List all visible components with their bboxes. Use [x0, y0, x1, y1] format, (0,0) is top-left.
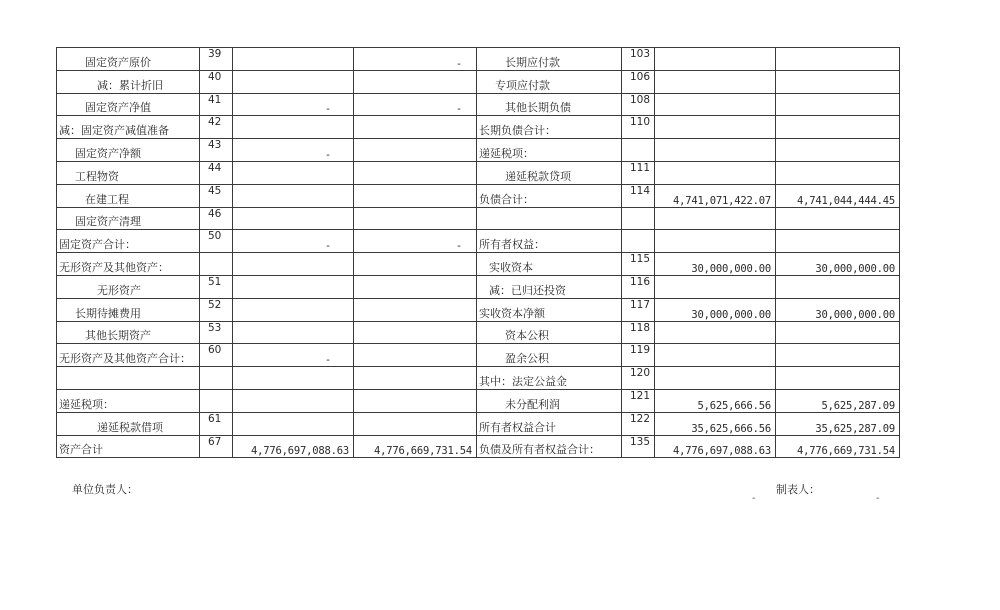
right-value-cell: 35,625,287.09 [776, 412, 900, 435]
left-line-number: 51 [200, 275, 233, 298]
right-item-label: 资本公积 [477, 321, 622, 344]
right-value-cell: 4,741,044,444.45 [776, 184, 900, 207]
left-line-number: 42 [200, 116, 233, 139]
right-item-label: 专项应付款 [477, 70, 622, 93]
table-row [57, 321, 900, 344]
right-item-label: 长期应付款 [477, 48, 622, 71]
right-item-label: 其中：法定公益金 [477, 367, 622, 390]
left-value-cell [354, 412, 477, 435]
right-item-label: 盈余公积 [477, 344, 622, 367]
right-line-number: 110 [622, 116, 655, 139]
right-line-number [622, 230, 655, 253]
left-value-cell: 4,776,669,731.54 [354, 435, 477, 458]
right-value-cell: 30,000,000.00 [776, 253, 900, 276]
left-item-label: 资产合计 [57, 435, 200, 458]
table-row [57, 435, 900, 458]
left-value-cell [233, 321, 354, 344]
left-line-number: 45 [200, 184, 233, 207]
left-item-label: 无形资产及其他资产合计： [57, 344, 200, 367]
table-row [57, 116, 900, 139]
left-value-cell [354, 298, 477, 321]
right-value-cell [655, 93, 776, 116]
right-value-cell [655, 367, 776, 390]
left-line-number [200, 389, 233, 412]
left-value-cell [354, 161, 477, 184]
right-line-number: 103 [622, 48, 655, 71]
right-value-cell [776, 321, 900, 344]
right-value-cell [655, 207, 776, 230]
right-value-cell [776, 139, 900, 162]
right-value-cell [655, 230, 776, 253]
right-value-cell [776, 275, 900, 298]
left-value-cell: 4,776,697,088.63 [233, 435, 354, 458]
table-row [57, 367, 900, 390]
right-line-number: 106 [622, 70, 655, 93]
right-line-number: 108 [622, 93, 655, 116]
table-row [57, 298, 900, 321]
left-item-label: 无形资产 [57, 275, 200, 298]
left-value-cell [233, 48, 354, 71]
left-value-cell [354, 367, 477, 390]
right-line-number [622, 139, 655, 162]
left-value-cell [354, 253, 477, 276]
left-value-cell [354, 207, 477, 230]
table-row [57, 207, 900, 230]
left-value-cell [233, 389, 354, 412]
table-row [57, 344, 900, 367]
left-value-cell [233, 253, 354, 276]
right-value-cell: 4,776,697,088.63 [655, 435, 776, 458]
right-value-cell [776, 93, 900, 116]
right-line-number: 120 [622, 367, 655, 390]
left-value-cell: - [233, 230, 354, 253]
left-line-number: 52 [200, 298, 233, 321]
left-value-cell [354, 70, 477, 93]
left-line-number: 44 [200, 161, 233, 184]
left-value-cell: - [354, 230, 477, 253]
left-value-cell [354, 389, 477, 412]
left-item-label [57, 367, 200, 390]
left-line-number: 61 [200, 412, 233, 435]
left-value-cell: - [233, 139, 354, 162]
left-item-label: 固定资产合计： [57, 230, 200, 253]
left-item-label: 减：累计折旧 [57, 70, 200, 93]
left-line-number: 67 [200, 435, 233, 458]
table-row [57, 389, 900, 412]
left-value-cell: - [354, 48, 477, 71]
left-value-cell [233, 116, 354, 139]
left-value-cell: - [233, 93, 354, 116]
right-value-cell [655, 116, 776, 139]
right-value-cell [776, 161, 900, 184]
right-line-number: 114 [622, 184, 655, 207]
right-line-number: 118 [622, 321, 655, 344]
right-value-cell: 5,625,287.09 [776, 389, 900, 412]
left-value-cell [354, 116, 477, 139]
right-value-cell [655, 48, 776, 71]
left-line-number [200, 367, 233, 390]
left-value-cell: - [354, 93, 477, 116]
left-value-cell [354, 344, 477, 367]
left-line-number [200, 253, 233, 276]
balance-sheet-table [56, 47, 900, 458]
table-row [57, 412, 900, 435]
preparer-signature-label: 制表人： [776, 483, 820, 496]
table-row [57, 161, 900, 184]
table-row [57, 275, 900, 298]
left-value-cell [233, 207, 354, 230]
right-value-cell [655, 275, 776, 298]
right-line-number: 115 [622, 253, 655, 276]
right-line-number: 135 [622, 435, 655, 458]
right-value-cell [655, 139, 776, 162]
left-value-cell [233, 412, 354, 435]
left-value-cell: - [233, 344, 354, 367]
right-item-label: 实收资本净额 [477, 298, 622, 321]
left-item-label: 递延税项： [57, 389, 200, 412]
left-item-label: 长期待摊费用 [57, 298, 200, 321]
left-item-label: 其他长期资产 [57, 321, 200, 344]
left-value-cell [233, 70, 354, 93]
signature-dash-mark: - [752, 493, 756, 504]
left-item-label: 固定资产原价 [57, 48, 200, 71]
left-line-number: 43 [200, 139, 233, 162]
left-line-number: 53 [200, 321, 233, 344]
right-value-cell: 4,741,071,422.07 [655, 184, 776, 207]
right-item-label: 实收资本 [477, 253, 622, 276]
right-line-number: 121 [622, 389, 655, 412]
right-item-label [477, 207, 622, 230]
left-line-number: 60 [200, 344, 233, 367]
right-line-number: 116 [622, 275, 655, 298]
table-row [57, 48, 900, 71]
right-value-cell: 4,776,669,731.54 [776, 435, 900, 458]
right-value-cell [776, 70, 900, 93]
right-value-cell [655, 344, 776, 367]
right-value-cell: 30,000,000.00 [655, 298, 776, 321]
left-value-cell [233, 161, 354, 184]
left-item-label: 在建工程 [57, 184, 200, 207]
left-item-label: 无形资产及其他资产： [57, 253, 200, 276]
table-row [57, 253, 900, 276]
unit-head-signature-label: 单位负责人： [72, 483, 138, 496]
left-line-number: 39 [200, 48, 233, 71]
right-value-cell: 30,000,000.00 [655, 253, 776, 276]
right-value-cell: 30,000,000.00 [776, 298, 900, 321]
left-value-cell [354, 184, 477, 207]
right-value-cell [776, 367, 900, 390]
right-item-label: 长期负债合计： [477, 116, 622, 139]
right-line-number [622, 207, 655, 230]
left-value-cell [233, 275, 354, 298]
right-item-label: 递延税项： [477, 139, 622, 162]
right-value-cell [776, 207, 900, 230]
signature-dash-mark: - [876, 493, 880, 504]
left-item-label: 固定资产净值 [57, 93, 200, 116]
right-line-number: 117 [622, 298, 655, 321]
left-value-cell [233, 184, 354, 207]
table-row [57, 230, 900, 253]
right-line-number: 122 [622, 412, 655, 435]
right-item-label: 递延税款贷项 [477, 161, 622, 184]
table-row [57, 70, 900, 93]
left-value-cell [233, 367, 354, 390]
right-item-label: 其他长期负债 [477, 93, 622, 116]
right-item-label: 负债合计： [477, 184, 622, 207]
right-item-label: 负债及所有者权益合计： [477, 435, 622, 458]
right-item-label: 减：已归还投资 [477, 275, 622, 298]
right-value-cell [655, 161, 776, 184]
right-value-cell [776, 230, 900, 253]
right-value-cell [776, 344, 900, 367]
left-value-cell [354, 139, 477, 162]
left-item-label: 固定资产净额 [57, 139, 200, 162]
right-item-label: 未分配利润 [477, 389, 622, 412]
table-row [57, 139, 900, 162]
left-item-label: 递延税款借项 [57, 412, 200, 435]
right-line-number: 111 [622, 161, 655, 184]
right-value-cell [776, 116, 900, 139]
left-line-number: 41 [200, 93, 233, 116]
right-value-cell [655, 70, 776, 93]
left-item-label: 减：固定资产减值准备 [57, 116, 200, 139]
left-line-number: 50 [200, 230, 233, 253]
right-item-label: 所有者权益： [477, 230, 622, 253]
right-line-number: 119 [622, 344, 655, 367]
left-value-cell [354, 321, 477, 344]
right-item-label: 所有者权益合计 [477, 412, 622, 435]
right-value-cell [776, 48, 900, 71]
left-line-number: 46 [200, 207, 233, 230]
left-item-label: 固定资产清理 [57, 207, 200, 230]
right-value-cell: 5,625,666.56 [655, 389, 776, 412]
left-value-cell [233, 298, 354, 321]
table-row [57, 93, 900, 116]
left-value-cell [354, 275, 477, 298]
right-value-cell: 35,625,666.56 [655, 412, 776, 435]
right-value-cell [655, 321, 776, 344]
left-item-label: 工程物资 [57, 161, 200, 184]
left-line-number: 40 [200, 70, 233, 93]
table-row [57, 184, 900, 207]
